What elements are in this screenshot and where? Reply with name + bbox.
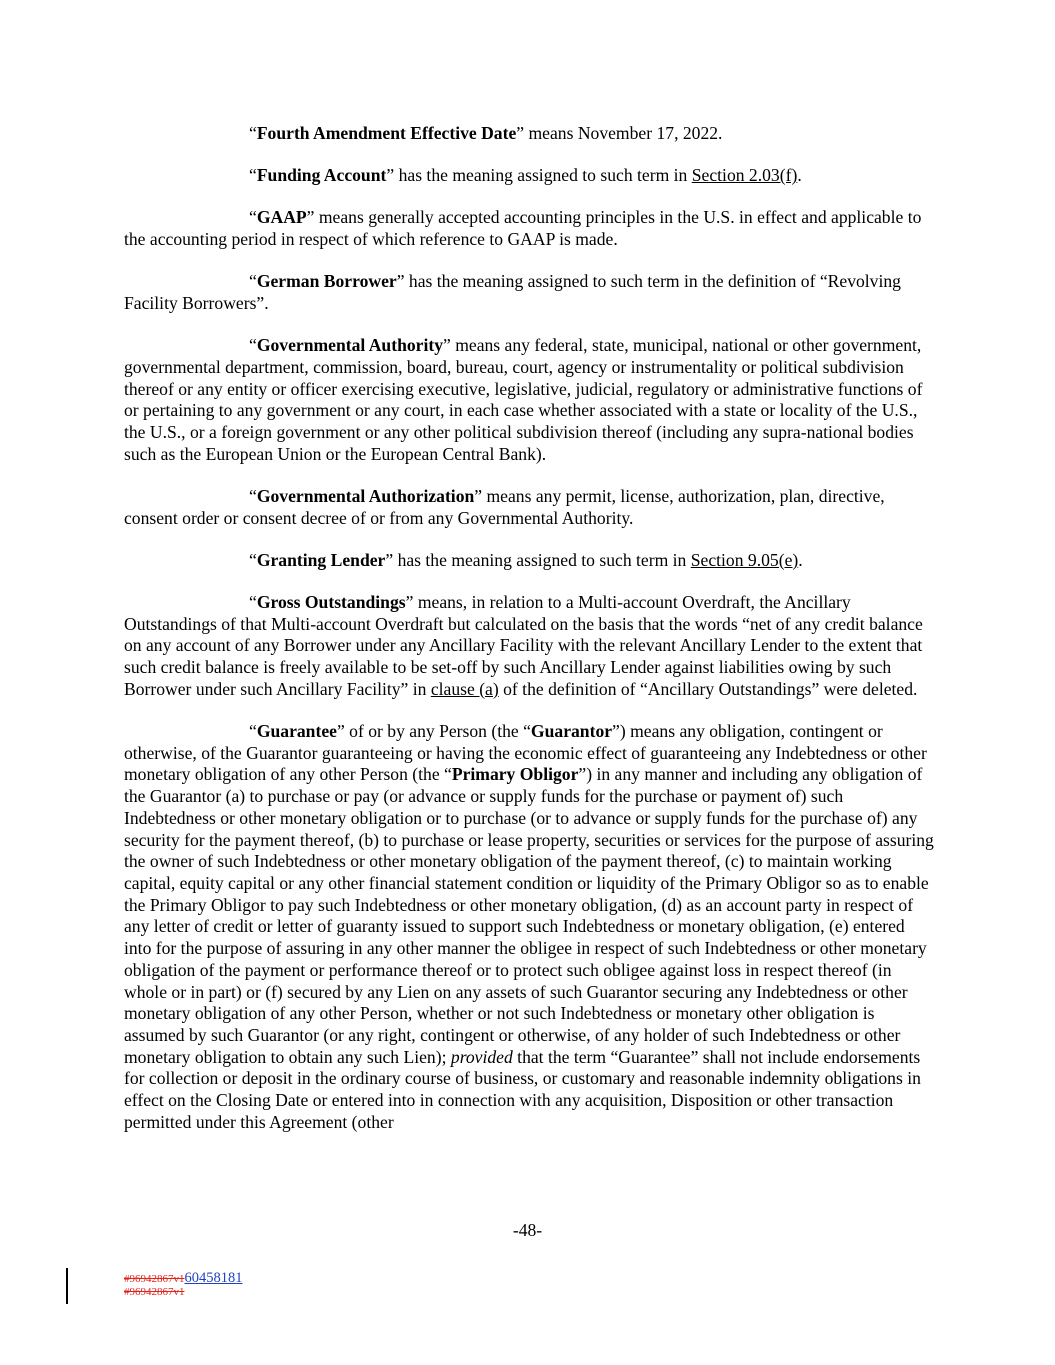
- definition-text: of or by any Person (the “: [344, 721, 531, 742]
- definition-granting-lender: “Granting Lender” has the meaning assigned to such term in Section 9.05(e).: [249, 549, 803, 570]
- defined-term: Gross Outstandings: [256, 592, 406, 613]
- definition-guarantee: “Guarantee” of or by any Person (the “Guarantor”) means any obligation, contingent or otherwise, of the Guarantor guaranteeing or having the economic effect of guaranteeing any Indebtedness or other monetary obligation of any other Person (the “Primary Obligor”) in any manner and including any obligation of the Guarantor (a) to purchase or pay (or advance or supply funds for the purchase or payment of) such Indebtedness or other monetary obligation or to purchase (or to advance or supply funds for the purchase of) any security for the payment thereof, (b) to purchase or lease property, securities or services for the purpose of assuring the owner of such Indebtedness or other monetary obligation of the payment thereof, (c) to maintain working capital, equity capital or any other financial statement condition or liquidity of the Primary Obligor so as to enable the Primary Obligor to pay such Indebtedness or other monetary obligation, (d) as an account party in respect of any letter of credit or letter of guaranty issued to support such Indebtedness or monetary obligation, (e) entered into for the purpose of assuring in any other manner the obligee in respect of such Indebtedness or other monetary obligation of the payment or performance thereof or to protect such obligee against loss in respect thereof (in whole or in part) or (f) secured by any Lien on any assets of such Guarantor securing any Indebtedness or other monetary obligation of any other Person, whether or not such Indebtedness or monetary other obligation is assumed by such Guarantor (or any right, contingent or otherwise, of any holder of such Indebtedness or other monetary obligation to obtain any such Lien); provided that the term “Guarantee” shall not include endorsements for collection or deposit in the ordinary course of business, or customary and reasonable indemnity obligations in effect on the Closing Date or entered into in connection with any acquisition, Disposition or other transaction permitted under this Agreement (other: [124, 721, 934, 1132]
- defined-term: Fourth Amendment Effective Date: [256, 123, 517, 143]
- definition-gross-outstandings: “Gross Outstandings” means, in relation to a Multi-account Overdraft, the Ancillary Outstandings of that Multi-account Overdraft but calculated on the basis that the words “net of any credit balance on any account of any Borrower under any Ancillary Facility with the relevant Ancillary Lender to the extent that such credit balance is freely available to be set-off by such Ancillary Lender against liabilities owing by such Borrower under such Ancillary Facility” in clause (a) of the definition of “Ancillary Outstandings” were deleted.: [124, 592, 923, 699]
- definition-text: means generally accepted accounting principles in the U.S. in effect and applicable to the accounting period in respect of which reference to GAAP is made.: [124, 207, 922, 250]
- defined-term: Governmental Authorization: [256, 485, 475, 506]
- doc-id-deleted: #96942867v1: [124, 1273, 185, 1285]
- document-body: [124, 123, 936, 1154]
- definition-text-end: .: [797, 165, 802, 186]
- defined-term: GAAP: [256, 207, 307, 228]
- definition-text: has the meaning assigned to such term in the definition of “Revolving Facility Borrowers”.: [124, 271, 901, 314]
- definition-text: means, in relation to a Multi-account Overdraft, the Ancillary Outstandings of that Multi-account Overdraft but calculated on the basis that the words “net of any credit balance on any account of any Borrower under any Ancillary Facility with the relevant Ancillary Lender to the extent that such credit balance is freely available to be set-off by such Ancillary Lender against liabilities owing by such Borrower under such Ancillary Facility” in: [124, 592, 923, 699]
- clause-reference: clause (a): [430, 678, 499, 699]
- definition-text: means any permit, license, authorization, plan, directive, consent order or consent decree of or from any Governmental Authority.: [124, 485, 885, 528]
- definition-text: has the meaning assigned to such term in: [393, 549, 691, 570]
- definition-german-borrower: “German Borrower” has the meaning assigned to such term in the definition of “Revolving Facility Borrowers”.: [124, 271, 901, 314]
- defined-term: Guarantee: [256, 721, 337, 742]
- definition-funding-account: “Funding Account” has the meaning assigned to such term in Section 2.03(f).: [249, 165, 802, 186]
- page-number: -48-: [512, 1220, 543, 1240]
- definition-text-end: .: [798, 549, 803, 570]
- definition-governmental-authorization: “Governmental Authorization” means any permit, license, authorization, plan, directive, consent order or consent decree of or from any Governmental Authority.: [124, 485, 885, 528]
- definition-text: has the meaning assigned to such term in: [394, 165, 692, 186]
- defined-term-guarantor: Guarantor: [530, 721, 613, 742]
- change-bar: [66, 1268, 68, 1304]
- section-reference: Section 2.03(f): [691, 165, 798, 186]
- defined-term: Granting Lender: [256, 549, 386, 570]
- defined-term: Governmental Authority: [256, 335, 443, 356]
- defined-term: German Borrower: [256, 271, 397, 292]
- definition-text-end: of the definition of “Ancillary Outstandings” were deleted.: [498, 678, 918, 699]
- definition-governmental-authority: “Governmental Authority” means any federal, state, municipal, national or other government, governmental department, commission, board, bureau, court, agency or instrumentality or political subdivision thereof or any entity or officer exercising executive, legislative, judicial, regulatory or administrative functions of or pertaining to any government or any court, in each case whether associated with a state or locality of the U.S., the U.S., or a foreign government or any other political subdivision thereof (including any supra-national bodies such as the European Union or the European Central Bank).: [124, 335, 923, 464]
- document-id-stamp: [124, 1272, 243, 1299]
- doc-id-line-2: [124, 1286, 243, 1299]
- proviso-word: provided: [450, 1046, 513, 1067]
- doc-id-inserted: 60458181: [184, 1270, 243, 1286]
- defined-term-primary-obligor: Primary Obligor: [451, 764, 579, 785]
- definition-text: means November 17, 2022.: [524, 123, 723, 143]
- section-reference: Section 9.05(e): [690, 549, 799, 570]
- defined-term: Funding Account: [256, 165, 387, 186]
- definition-fourth-amendment-effective-date: “Fourth Amendment Effective Date” means November 17, 2022.: [249, 123, 723, 143]
- definition-text: that the term “Guarantee” shall not include endorsements for collection or deposit in the ordinary course of business, or customary and reasonable indemnity obligations in effect on the Closing Date or entered into in connection with any acquisition, Disposition or other transaction permitted under this Agreement (other: [124, 1046, 921, 1132]
- doc-id-deleted: #96942867v1: [124, 1286, 185, 1298]
- definition-text: means any federal, state, municipal, national or other government, governmental department, commission, board, bureau, court, agency or instrumentality or political subdivision thereof or any entity or officer exercising executive, legislative, judicial, regulatory or administrative functions of or pertaining to any government or any court, in each case whether associated with a state or locality of the U.S., the U.S., or a foreign government or any other political subdivision thereof (including any supra-national bodies such as the European Union or the European Central Bank).: [124, 335, 923, 464]
- doc-id-line-1: [124, 1272, 243, 1286]
- definition-gaap: “GAAP” means generally accepted accounting principles in the U.S. in effect and applicable to the accounting period in respect of which reference to GAAP is made.: [124, 207, 922, 250]
- definition-text: ”) means any obligation, contingent or otherwise, of the Guarantor guaranteeing or having the economic effect of guaranteeing any Indebtedness or other monetary obligation of any other Person (the “: [124, 721, 927, 785]
- definition-text: ”) in any manner and including any obligation of the Guarantor (a) to purchase or pay (or advance or supply funds for the purchase or payment of) such Indebtedness or other monetary obligation or to purchase (or to advance or supply funds for the purchase of) any security for the payment thereof, (b) to purchase or lease property, securities or services for the purpose of assuring the owner of such Indebtedness or other monetary obligation of the payment thereof, (c) to maintain working capital, equity capital or any other financial statement condition or liquidity of the Primary Obligor so as to enable the Primary Obligor to pay such Indebtedness or other monetary obligation, (d) as an account party in respect of any letter of credit or letter of guaranty issued to support such Indebtedness or monetary obligation, (e) entered into for the purpose of assuring in any other manner the obligee in respect of such Indebtedness or other monetary obligation of the payment or performance thereof or to protect such obligee against loss in respect thereof (in whole or in part) or (f) secured by any Lien on any assets of such Guarantor securing any Indebtedness or other monetary obligation of any other Person, whether or not such Indebtedness or monetary other obligation is assumed by such Guarantor (or any right, contingent or otherwise, of any holder of such Indebtedness or other monetary obligation to obtain any such Lien);: [124, 764, 934, 1067]
